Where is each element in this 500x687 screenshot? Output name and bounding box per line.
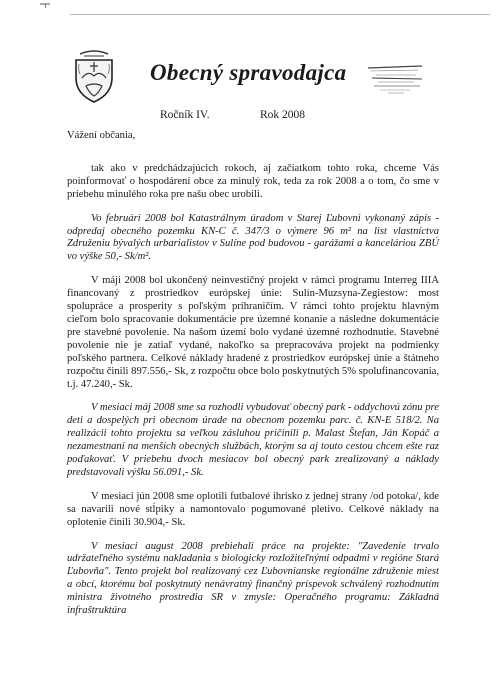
top-edge-line [70, 14, 490, 15]
paragraph-park: V mesiaci máj 2008 sme sa rozhodli vybudovať obecný park - oddychovú zónu pre deti a dospelých pri obecnom úrade na obecnom pozemku parc. č. KN-E 518/2. Na realizácii tohto projektu sa veľkou zásluhou pričinili p. Malast Štefan, Ján Kopáč a nezamestnaní na menších obecných službách, ktorým sa aj touto cestou chcem ešte raz poďakovať. V priebehu dvoch mesiacov bol obecný park zrealizovaný a náklady predstavovali výšku 56.091,- Sk. [67, 402, 439, 478]
issue-line [160, 109, 360, 121]
volume-label: Ročník IV. [160, 109, 210, 121]
coat-of-arms-icon [70, 48, 118, 104]
stamp-icon [366, 58, 424, 98]
paragraph-land-sale: Vo februári 2008 bol Katastrálnym úradom v Starej Ľubovni vykonaný zápis - odpredaj obecného pozemku KN-C č. 347/3 o výmere 96 m² na list vlastníctva Združeniu bývalých urbarialistov v Sulíne pod budovou - garážami a kanceláriou ZBÚ vo výške 50,- Sk/m². [67, 212, 439, 263]
paragraph-football-field: V mesiaci jún 2008 sme oplotili futbalové ihrisko z jednej strany /od potoka/, kde sa navarili nové stĺpiky a namontovalo pogumované pletivo. Celkové náklady na oplotenie činili 30.904,- Sk. [67, 490, 439, 528]
salutation: Vážení občania, [67, 130, 136, 141]
paragraph-intro: tak ako v predchádzajúcich rokoch, aj začiatkom tohto roka, chceme Vás poinformovať o hospodárení obce za minulý rok, teda za rok 2008 a o tom, čo sme v priebehu minulého roka pre našu obec urobili. [67, 162, 439, 200]
newsletter-title: Obecný spravodajca [150, 60, 347, 85]
paragraph-waste-project: V mesiaci august 2008 prebiehali práce na projekte: "Zavedenie trvalo udržateľného systému nakladania s biologicky rozložiteľnými odpadmi v regióne Stará Ľubovňa". Tento projekt bol realizovaný cez Ľubovnianske regionálne združenie miest a obcí, ktorému bol poskytnutý nenávratný finančný príspevok schválený rozhodnutím ministra životného prostredia SR v zmysle: Operačného programu: Základná infraštruktúra [67, 540, 439, 617]
scan-mark-icon [40, 3, 50, 9]
paragraph-interreg: V máji 2008 bol ukončený neinvestičný projekt v rámci programu Interreg IIIA financovaný z prostriedkov európskej únie: Sulín-Muzsyna-Zegiestow: most spolupráce a prosperity s poľským prihraničím. V rámci tohto projektu hlavným cieľom bolo spracovanie dokumentácie pre územné konanie a následne dokumentácie pre stavebné povolenie. Na našom území bolo vydané územné rozhodnutie. Stavebné povolenie nie je zatiaľ vydané, nakoľko sa prepracováva projekt na podmienky poľského partnera. Celkové náklady hradené z prostriedkov európskej únie a štátneho rozpočtu činili 897.556,- Sk, z rozpočtu obce bolo poskytnutých 5% spolufinancovania, t.j. 47.240,- Sk. [67, 275, 439, 390]
letter-body [67, 130, 439, 629]
year-label: Rok 2008 [260, 109, 306, 121]
